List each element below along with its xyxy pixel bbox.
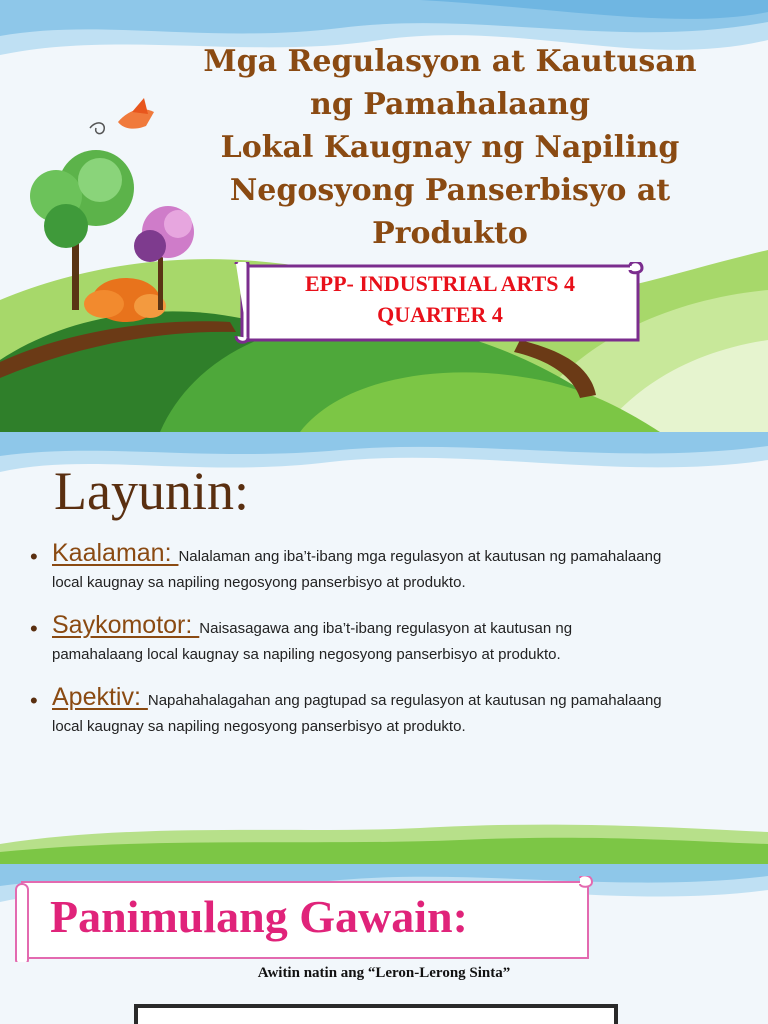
banner-line: QUARTER 4 [377,302,503,327]
activity-heading: Panimulang Gawain: [50,891,468,942]
slide-title [0,0,768,432]
title-line: Produkto [372,216,528,251]
objective-desc: Nalalaman ang iba’t-ibang mga regulasyon at kautusan ng pamahalaang [178,548,662,565]
bullet-icon: • [30,688,38,713]
objective-item [30,682,758,738]
title-line: Lokal Kaugnay ng Napiling [220,130,680,165]
song-content-box [134,1004,618,1024]
title-line: Negosyong Panserbisyo at [229,173,671,208]
slide-title-text [150,40,750,255]
objectives-heading: Layunin: [54,461,249,521]
objective-term: Saykomotor: [52,611,200,639]
bullet-icon: • [30,616,38,641]
title-line: ng Pamahalaang [310,87,590,122]
objective-item [30,538,758,594]
song-instruction: Awitin natin ang “Leron-Lerong Sinta” [257,965,511,981]
title-line: Mga Regulasyon at Kautusan [203,44,697,79]
slide-activity [0,864,768,1024]
objective-desc-cont: pamahalaang local kaugnay sa napiling negosyong panserbisyo at produkto. [52,646,561,663]
slide-objectives [0,432,768,864]
bullet-icon: • [30,544,38,569]
objective-desc: Naisasagawa ang iba’t-ibang regulasyon at kautusan ng [199,620,573,637]
objective-desc-cont: local kaugnay sa napiling negosyong panserbisyo at produkto. [52,574,466,591]
banner-line: EPP- INDUSTRIAL ARTS 4 [304,271,575,296]
objective-item [30,610,758,666]
objective-desc: Napahahalagahan ang pagtupad sa regulasyon at kautusan ng pamahalaang [147,692,662,709]
course-banner-text [248,268,632,330]
objective-term: Kaalaman: [52,539,179,567]
objective-desc-cont: local kaugnay sa napiling negosyong panserbisyo at produkto. [52,718,466,735]
objective-term: Apektiv: [52,683,148,711]
